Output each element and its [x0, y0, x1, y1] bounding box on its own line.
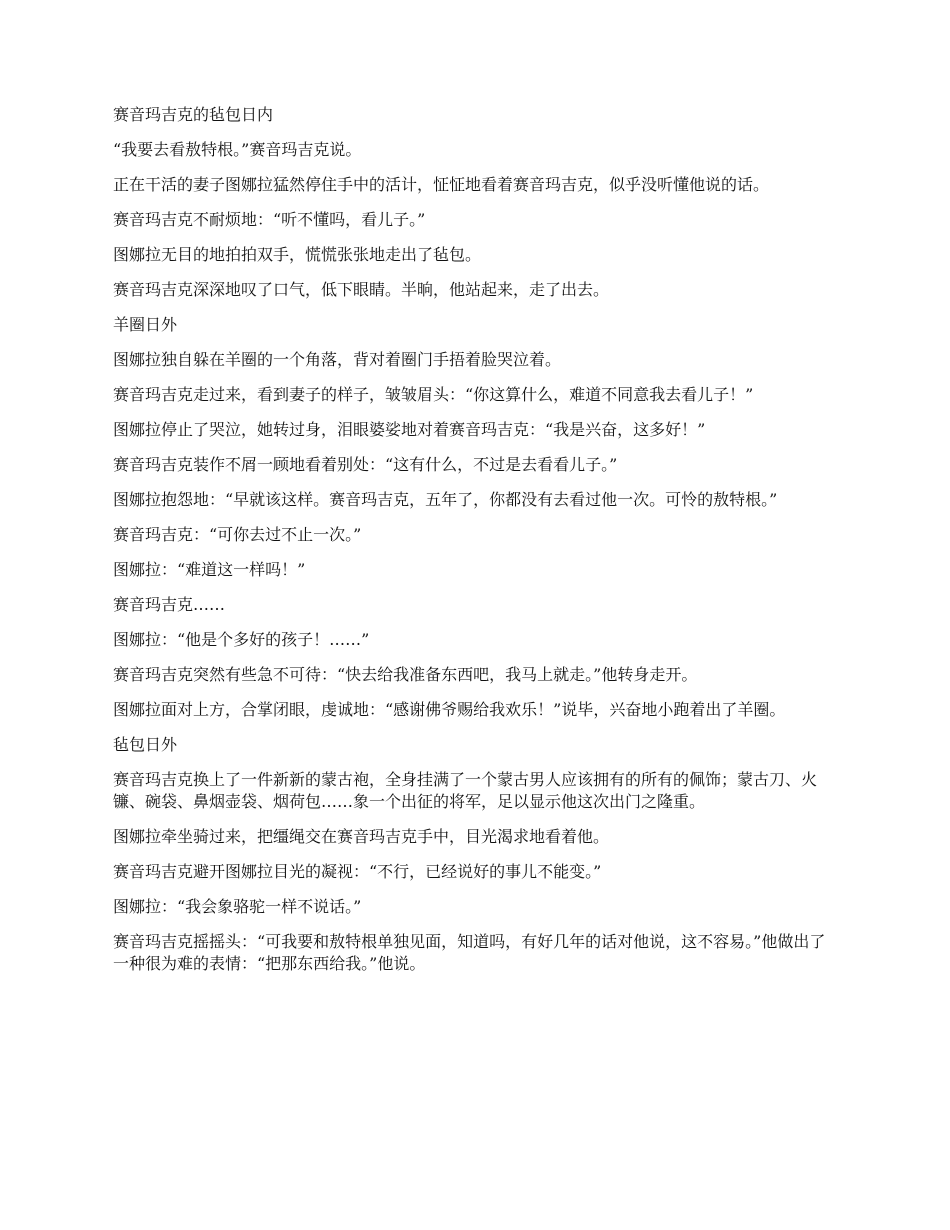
paragraph: 正在干活的妻子图娜拉猛然停住手中的活计，怔怔地看着赛音玛吉克，似乎没听懂他说的话。	[113, 175, 770, 194]
paragraph: 赛音玛吉克……	[113, 595, 226, 614]
paragraph: 赛音玛吉克：“可你去过不止一次。”	[113, 525, 362, 544]
paragraph: 图娜拉无目的地拍拍双手，慌慌张张地走出了毡包。	[113, 245, 482, 264]
paragraph: 赛音玛吉克摇摇头：“可我要和敖特根单独见面，知道吗，有好几年的话对他说，这不容易。”他做出了一种很为难的表情：“把那东西给我。”他说。	[113, 932, 826, 973]
paragraph: 赛音玛吉克突然有些急不可待：“快去给我准备东西吧，我马上就走。”他转身走开。	[113, 665, 698, 684]
paragraph: 图娜拉：“他是个多好的孩子！……”	[113, 630, 370, 649]
paragraph: 赛音玛吉克不耐烦地：“听不懂吗，看儿子。”	[113, 210, 426, 229]
paragraph: 赛音玛吉克深深地叹了口气，低下眼睛。半晌，他站起来，走了出去。	[113, 280, 610, 299]
paragraph: 图娜拉：“难道这一样吗！”	[113, 560, 306, 579]
paragraph: 赛音玛吉克走过来，看到妻子的样子，皱皱眉头：“你这算什么，难道不同意我去看儿子！”	[113, 385, 754, 404]
paragraph: 赛音玛吉克换上了一件新新的蒙古袍，全身挂满了一个蒙古男人应该拥有的所有的佩饰；蒙古刀、火镰、碗袋、鼻烟壶袋、烟荷包……象一个出征的将军，足以显示他这次出门之隆重。	[113, 770, 818, 811]
scene-heading: 毡包日外	[113, 735, 178, 754]
paragraph: 图娜拉牵坐骑过来，把缰绳交在赛音玛吉克手中，目光渴求地看着他。	[113, 827, 610, 846]
paragraph: 赛音玛吉克装作不屑一顾地看着别处：“这有什么，不过是去看看儿子。”	[113, 455, 618, 474]
scene-heading: 羊圈日外	[113, 315, 178, 334]
paragraph: 图娜拉面对上方，合掌闭眼，虔诚地：“感谢佛爷赐给我欢乐！”说毕，兴奋地小跑着出了羊圈。	[113, 700, 786, 719]
scene-heading: 赛音玛吉克的毡包日内	[113, 105, 274, 124]
document-page	[113, 104, 841, 988]
paragraph: 图娜拉：“我会象骆驼一样不说话。”	[113, 897, 362, 916]
paragraph: 图娜拉停止了哭泣，她转过身，泪眼婆娑地对着赛音玛吉克：“我是兴奋，这多好！”	[113, 420, 706, 439]
paragraph: “我要去看敖特根。”赛音玛吉克说。	[113, 140, 362, 159]
paragraph: 图娜拉独自躲在羊圈的一个角落，背对着圈门手捂着脸哭泣着。	[113, 350, 562, 369]
paragraph: 赛音玛吉克避开图娜拉目光的凝视：“不行，已经说好的事儿不能变。”	[113, 862, 602, 881]
paragraph: 图娜拉抱怨地：“早就该这样。赛音玛吉克，五年了，你都没有去看过他一次。可怜的敖特根。”	[113, 490, 778, 509]
